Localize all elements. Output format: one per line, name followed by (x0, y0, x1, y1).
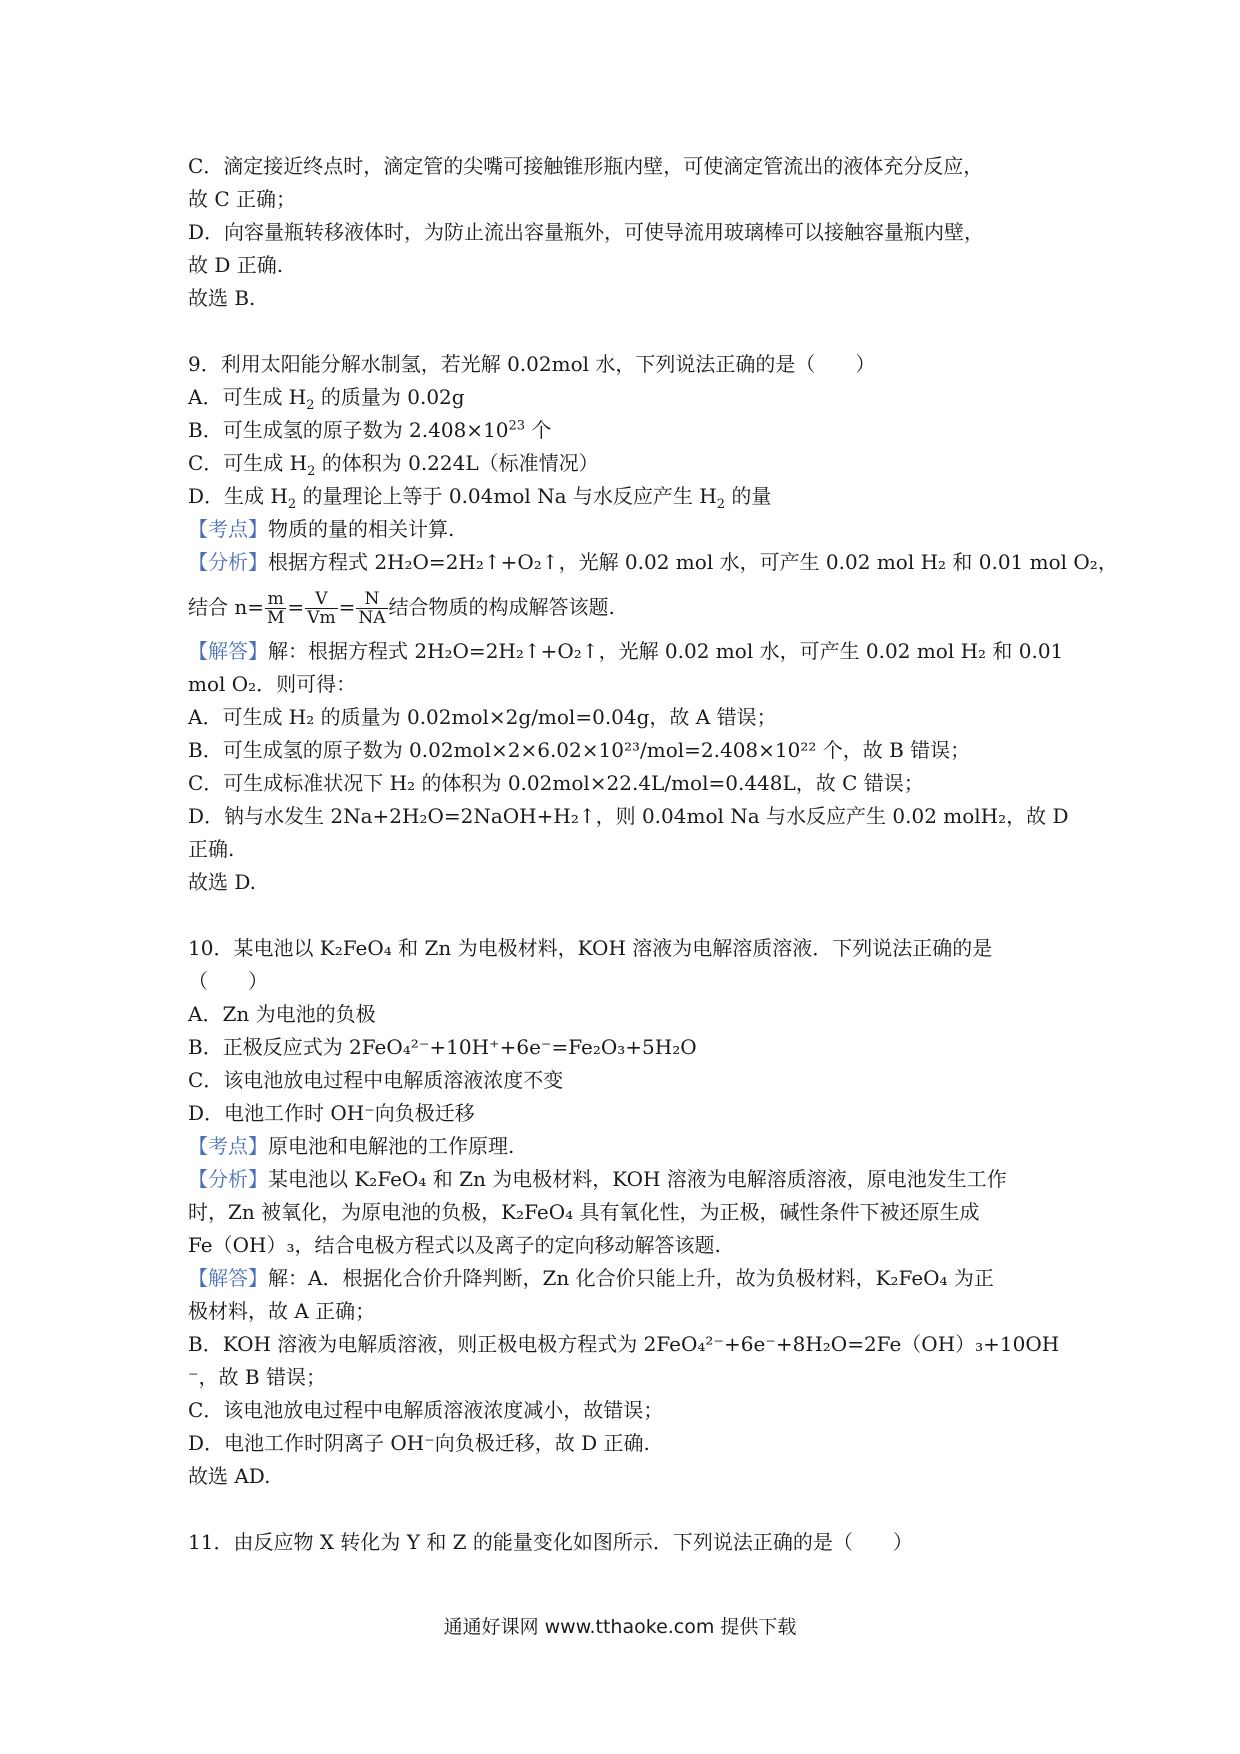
q10-stem-line2: （ ） (188, 969, 268, 993)
q10-solution-c: C．该电池放电过程中电解质溶液浓度减小，故错误； (188, 1398, 664, 1422)
fraction-N-over-NA: $\frac{N}{NA}$ (358, 589, 386, 628)
q10-solution-b-line1: B．KOH 溶液为电解质溶液，则正极电极方程式为 2FeO₄²⁻+6e⁻+8H₂O=2Fe（OH）₃+10OH (188, 1332, 1060, 1356)
q9-jieda-line1: 【解答】解：根据方程式 2H₂O=2H₂↑+O₂↑，光解 0.02 mol 水，可产生 0.02 mol H₂ 和 0.01 (188, 639, 1064, 663)
q9-solution-d-line1: D．钠与水发生 2Na+2H₂O=2NaOH+H₂↑，则 0.04mol Na 与水反应产生 0.02 molH₂，故 D (188, 804, 1069, 828)
document-body (188, 150, 1118, 1559)
q9-jieda-line2: mol O₂．则可得： (188, 672, 357, 696)
q10-option-d: D．电池工作时 OH⁻向负极迁移 (188, 1101, 475, 1125)
q9-option-d: D．生成 $H_2$ 的量理论上等于 0.04mol Na 与水反应产生 $H_2$ 的量 (188, 484, 772, 512)
page-footer: 通通好课网 www.tthaoke.com 提供下载 (443, 1616, 797, 1638)
q8-option-c-line1: C．滴定接近终点时，滴定管的尖嘴可接触锥形瓶内壁，可使滴定管流出的液体充分反应， (188, 154, 984, 178)
q8-option-d-line1: D．向容量瓶转移液体时，为防止流出容量瓶外，可使导流用玻璃棒可以接触容量瓶内壁， (188, 220, 985, 244)
q10-fenxi-line1: 【分析】某电池以 K₂FeO₄ 和 Zn 为电极材料，KOH 溶液为电解溶质溶液，原电池发生工作 (188, 1167, 1007, 1191)
q9-option-a: A．可生成 $H_2$ 的质量为 0.02g (188, 385, 465, 413)
kaodian-tag: 【考点】 (188, 517, 268, 541)
q10-answer: 故选 AD. (188, 1464, 271, 1488)
q10-jieda-line1: 【解答】解：A．根据化合价升降判断，Zn 化合价只能上升，故为负极材料，K₂FeO₄ 为正 (188, 1266, 994, 1290)
jieda-tag: 【解答】 (188, 1266, 268, 1290)
q8-option-d-line2: 故 D 正确. (188, 253, 284, 277)
q9-answer: 故选 D. (188, 870, 257, 894)
q10-stem-line1: 10．某电池以 K₂FeO₄ 和 Zn 为电极材料，KOH 溶液为电解溶质溶液．下列说法正确的是 (188, 936, 993, 960)
q10-kaodian: 【考点】原电池和电解池的工作原理. (188, 1134, 515, 1158)
kaodian-tag: 【考点】 (188, 1134, 268, 1158)
q8-answer: 故选 B. (188, 286, 256, 310)
q9-stem: 9．利用太阳能分解水制氢，若光解 0.02mol 水，下列说法正确的是（ ） (188, 352, 876, 376)
q10-solution-b-line2: ⁻，故 B 错误； (188, 1365, 326, 1389)
q9-solution-c: C．可生成标准状况下 H₂ 的体积为 0.02mol×22.4L/mol=0.448L，故 C 错误； (188, 771, 924, 795)
q9-fenxi-line1: 【分析】根据方程式 2H₂O=2H₂↑+O₂↑，光解 0.02 mol 水，可产生 0.02 mol H₂ 和 0.01 mol O₂， (188, 550, 1118, 574)
q10-fenxi-line2: 时，Zn 被氧化，为原电池的负极，K₂FeO₄ 具有氧化性，为正极，碱性条件下被还原生成 (188, 1200, 980, 1224)
fraction-m-over-M: $\frac{m}{M}$ (267, 589, 285, 628)
q9-option-c: C．可生成 $H_2$ 的体积为 0.224L（标准情况） (188, 451, 599, 479)
q10-option-a: A．Zn 为电池的负极 (188, 1002, 376, 1026)
q10-fenxi-line3: Fe（OH）₃，结合电极方程式以及离子的定向移动解答该题. (188, 1233, 721, 1257)
q9-solution-b: B．可生成氢的原子数为 0.02mol×2×6.02×10²³/mol=2.408×10²² 个，故 B 错误； (188, 738, 971, 762)
q11-stem: 11．由反应物 X 转化为 Y 和 Z 的能量变化如图所示．下列说法正确的是（ ） (188, 1530, 913, 1554)
fenxi-tag: 【分析】 (188, 550, 268, 574)
q10-solution-d: D．电池工作时阴离子 OH⁻向负极迁移，故 D 正确. (188, 1431, 650, 1455)
q9-solution-d-line2: 正确. (188, 837, 235, 861)
q10-jieda-line2: 极材料，故 A 正确； (188, 1299, 376, 1323)
q8-option-c-line2: 故 C 正确； (188, 187, 297, 211)
q9-solution-a: A．可生成 H₂ 的质量为 0.02mol×2g/mol=0.04g，故 A 错误； (188, 705, 777, 729)
jieda-tag: 【解答】 (188, 639, 268, 663)
fenxi-tag: 【分析】 (188, 1167, 268, 1191)
fraction-V-over-Vm: $\frac{V}{Vm}$ (307, 589, 336, 628)
q10-option-c: C．该电池放电过程中电解质溶液浓度不变 (188, 1068, 564, 1092)
q9-kaodian: 【考点】物质的量的相关计算. (188, 517, 455, 541)
q9-option-b: B．可生成氢的原子数为 $2.408\times 10^{23}$ 个 (188, 418, 552, 442)
q9-fenxi-line2: 结合 n= $\frac{m}{M}$ = $\frac{V}{Vm}$ = $\frac{N}{NA}$ 结合物质的构成解答该题. (188, 589, 615, 628)
q10-option-b: B．正极反应式为 2FeO₄²⁻+10H⁺+6e⁻=Fe₂O₃+5H₂O (188, 1035, 697, 1059)
